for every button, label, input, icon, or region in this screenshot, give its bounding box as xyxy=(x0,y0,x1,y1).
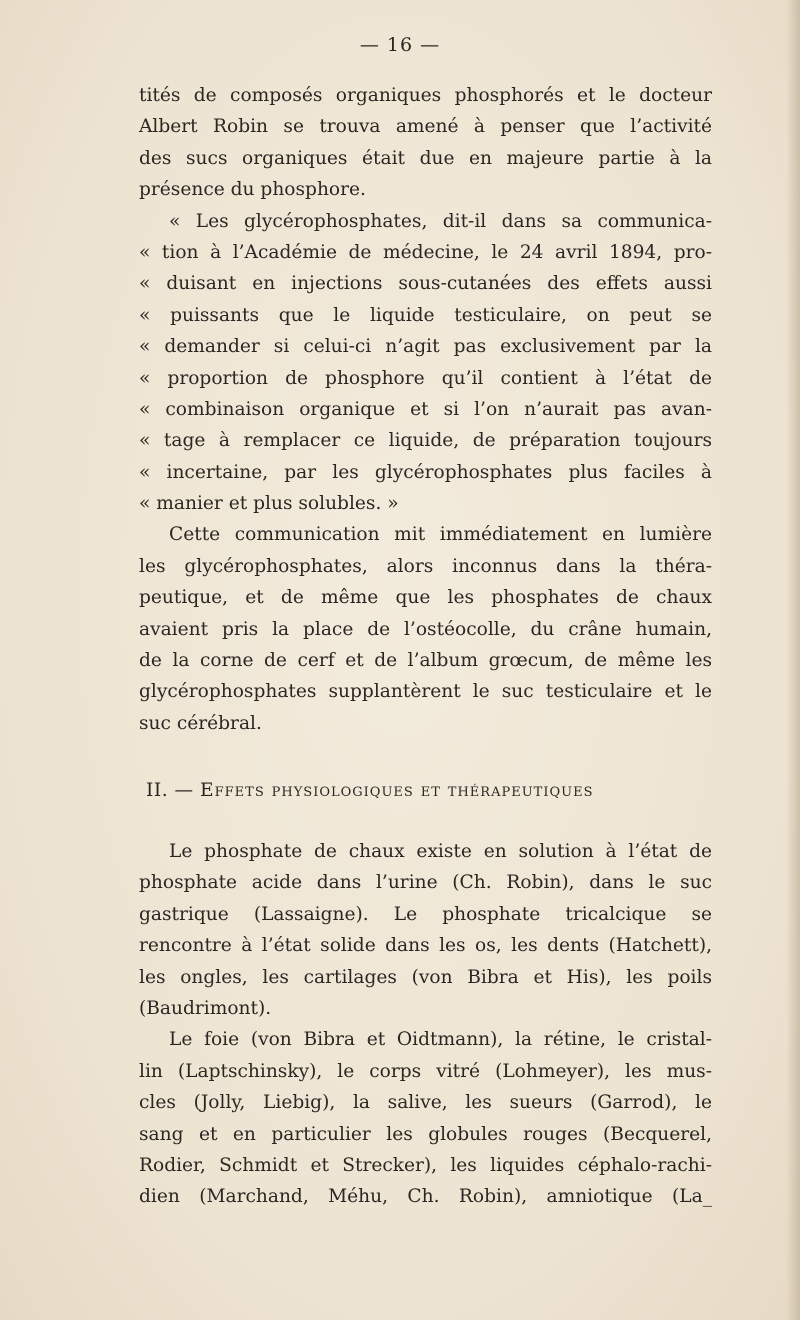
text-line: « manier et plus solubles. » xyxy=(139,493,399,515)
text-line: gastrique (Lassaigne). Le phosphate tricalcique se xyxy=(139,903,712,925)
text-line: dien (Marchand, Méhu, Ch. Robin), amniotique (La_ xyxy=(139,1186,712,1208)
text-line: peutique, et de même que les phosphates de chaux xyxy=(139,587,712,609)
text-line: lin (Laptschinsky), le corps vitré (Lohmeyer), les mus- xyxy=(139,1060,712,1082)
section-dash: — xyxy=(174,780,194,801)
text-line: suc cérébral. xyxy=(139,712,262,734)
text-line: Cette communication mit immédiatement en lumière xyxy=(169,524,712,546)
paragraph-block-top xyxy=(139,80,712,739)
text-line: (Baudrimont). xyxy=(139,997,272,1019)
text-line: « tage à remplacer ce liquide, de préparation toujours xyxy=(139,430,712,452)
paragraph-block-bottom xyxy=(139,836,712,1213)
text-line: Rodier, Schmidt et Strecker), les liquides céphalo-rachi- xyxy=(139,1154,712,1176)
text-line: « combinaison organique et si l’on n’aurait pas avan- xyxy=(139,398,712,420)
text-line: cles (Jolly, Liebig), la salive, les sueurs (Garrod), le xyxy=(139,1092,712,1114)
text-line: les ongles, les cartilages (von Bibra et His), les poils xyxy=(139,966,712,988)
text-line: sang et en particulier les globules rouges (Becquerel, xyxy=(139,1123,712,1145)
text-line: présence du phosphore. xyxy=(139,179,366,201)
section-heading xyxy=(146,780,706,801)
text-line: phosphate acide dans l’urine (Ch. Robin), dans le suc xyxy=(139,872,712,894)
text-line: de la corne de cerf et de l’album grœcum, de même les xyxy=(139,650,712,672)
text-line: « tion à l’Académie de médecine, le 24 avril 1894, pro- xyxy=(139,241,712,263)
text-line: des sucs organiques était due en majeure partie à la xyxy=(139,147,712,169)
text-line: Albert Robin se trouva amené à penser que l’activité xyxy=(139,116,712,138)
text-line: avaient pris la place de l’ostéocolle, du crâne humain, xyxy=(139,618,712,640)
section-number: II. xyxy=(146,780,169,801)
text-line: tités de composés organiques phosphorés et le docteur xyxy=(139,85,712,106)
text-line: les glycérophosphates, alors inconnus dans la théra- xyxy=(139,555,712,577)
text-line: « duisant en injections sous-cutanées des effets aussi xyxy=(139,273,712,295)
section-title: Effets physiologiques et thérapeutiques xyxy=(200,780,594,801)
text-line: « proportion de phosphore qu’il contient à l’état de xyxy=(139,367,712,389)
text-line: « Les glycérophosphates, dit-il dans sa communica- xyxy=(169,210,712,232)
page-edge-shadow xyxy=(786,0,800,1320)
text-line: Le phosphate de chaux existe en solution à l’état de xyxy=(169,841,712,862)
page-number: — 16 — xyxy=(359,34,441,56)
text-line: « demander si celui-ci n’agit pas exclusivement par la xyxy=(139,336,712,358)
text-line: Le foie (von Bibra et Oidtmann), la rétine, le cristal- xyxy=(169,1029,712,1051)
text-line: « puissants que le liquide testiculaire, on peut se xyxy=(139,304,712,326)
text-line: rencontre à l’état solide dans les os, les dents (Hatchett), xyxy=(139,935,712,957)
text-line: « incertaine, par les glycérophosphates plus faciles à xyxy=(139,461,712,483)
text-line: glycérophosphates supplantèrent le suc testiculaire et le xyxy=(139,681,712,703)
